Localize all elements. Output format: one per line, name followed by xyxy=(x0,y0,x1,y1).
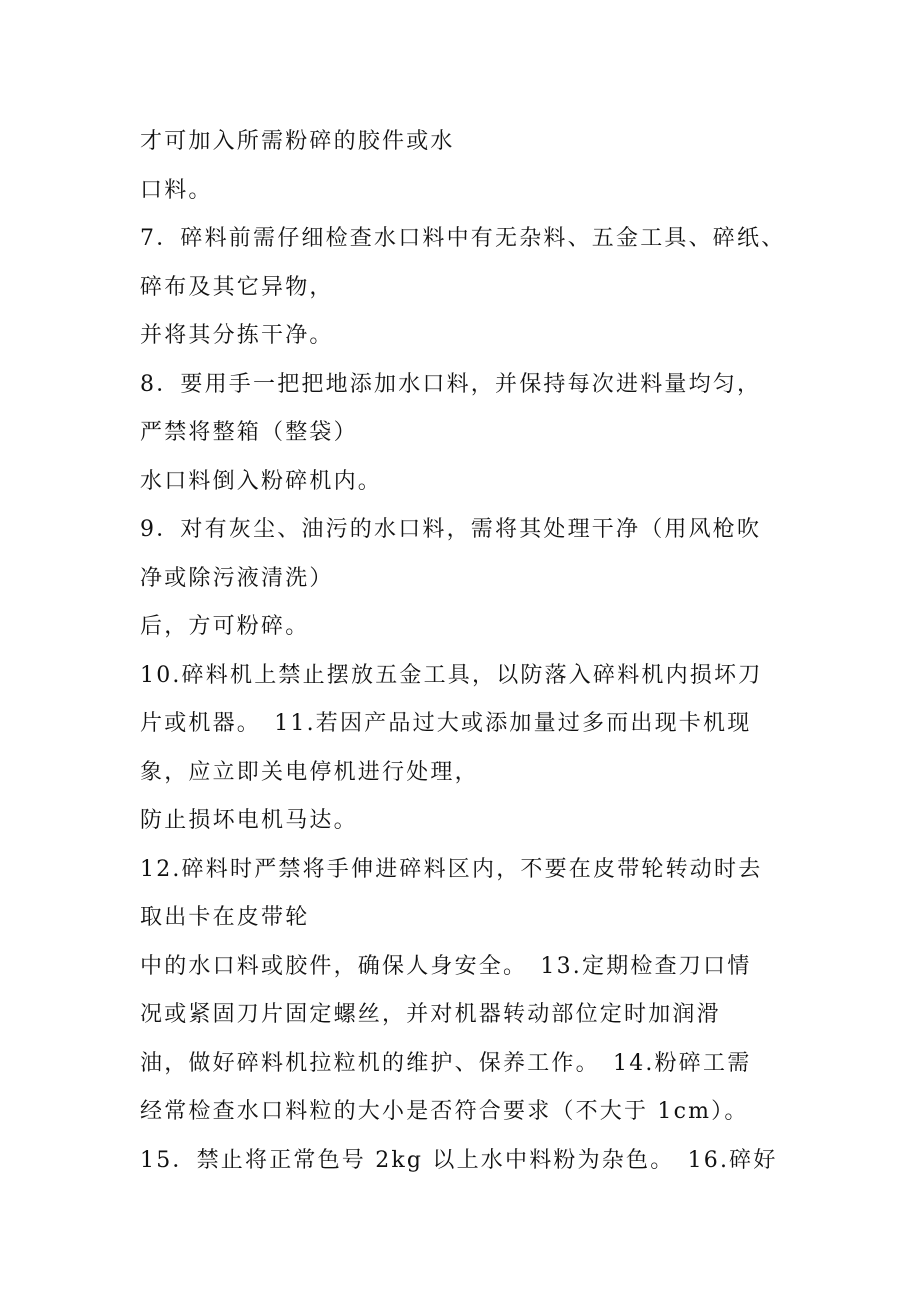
text-line: 严禁将整箱（整袋） xyxy=(140,420,358,445)
text-line: 经常检查水口料粒的大小是否符合要求（不大于 1cm）。 xyxy=(140,1099,749,1124)
text-line: 象，应立即关电停机进行处理， xyxy=(140,759,479,785)
text-line: 油，做好碎料机拉粒机的维护、保养工作。 14.粉碎工需 xyxy=(140,1050,752,1076)
text-line: 12.碎料时严禁将手伸进碎料区内，不要在皮带轮转动时去 xyxy=(140,856,763,882)
text-line: 取出卡在皮带轮 xyxy=(140,905,310,930)
text-line: 中的水口料或胶件，确保人身安全。 13.定期检查刀口情 xyxy=(140,953,752,979)
text-line: 后，方可粉碎。 xyxy=(140,614,310,639)
text-line: 水口料倒入粉碎机内。 xyxy=(140,468,383,494)
text-line: 况或紧固刀片固定螺丝，并对机器转动部位定时加润滑 xyxy=(140,1002,721,1027)
text-line: 口料。 xyxy=(140,177,213,203)
text-line: 15．禁止将正常色号 2kg 以上水中料粉为杂色。 16.碎好 xyxy=(140,1147,778,1173)
text-line: 8．要用手一把把地添加水口料，并保持每次进料量均匀， xyxy=(140,371,762,397)
text-line: 10.碎料机上禁止摆放五金工具，以防落入碎料机内损坏刀 xyxy=(140,662,763,688)
text-line: 净或除污液清洗） xyxy=(140,565,334,591)
text-line: 并将其分拣干净。 xyxy=(140,323,334,348)
text-line: 9．对有灰尘、油污的水口料，需将其处理干净（用风枪吹 xyxy=(140,517,762,542)
text-line: 碎布及其它异物， xyxy=(140,274,334,300)
text-line: 片或机器。 11.若因产品过大或添加量过多而出现卡机现 xyxy=(140,711,752,736)
text-line: 7．碎料前需仔细检查水口料中有无杂料、五金工具、碎纸、 xyxy=(140,226,786,251)
text-line: 才可加入所需粉碎的胶件或水 xyxy=(140,129,455,154)
text-line: 防止损坏电机马达。 xyxy=(140,808,358,833)
document-body xyxy=(140,118,900,1185)
